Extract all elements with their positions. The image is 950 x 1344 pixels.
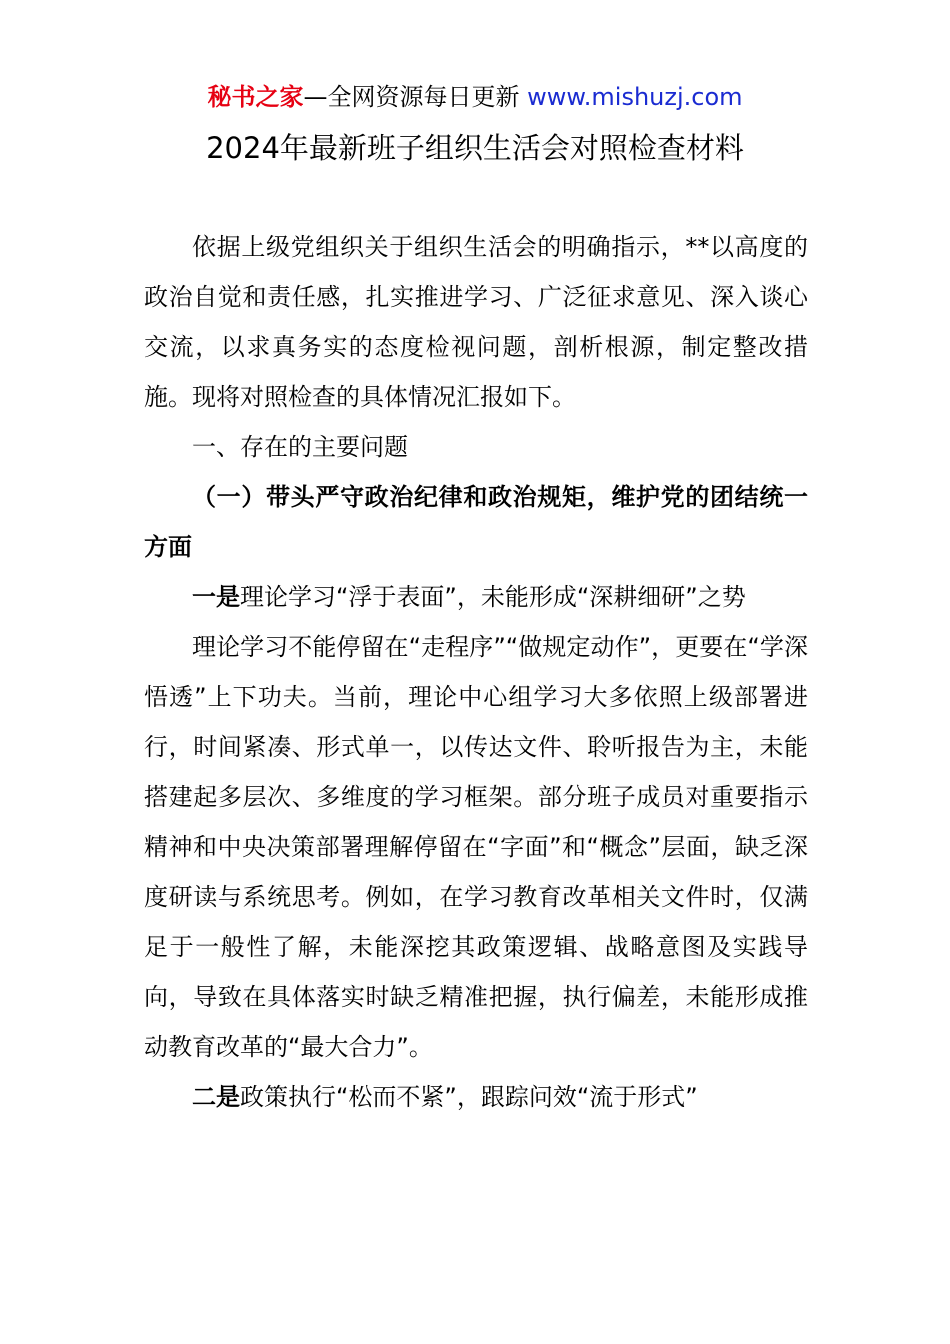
point-one-heading	[144, 572, 808, 622]
point-two-heading	[144, 1072, 808, 1122]
site-brand: 秘书之家	[207, 83, 304, 111]
section-heading: 一、存在的主要问题	[192, 433, 408, 461]
point-one-paragraph: 理论学习不能停留在“走程序”“做规定动作”，更要在“学深悟透”上下功夫。当前，理论中心组学习大多依照上级部署进行，时间紧凑、形式单一，以传达文件、聆听报告为主，未能搭建起多层次、多维度的学习框架。部分班子成员对重要指示精神和中央决策部署理解停留在“字面”和“概念”层面，缺乏深度研读与系统思考。例如，在学习教育改革相关文件时，仅满足于一般性了解，未能深挖其政策逻辑、战略意图及实践导向，导致在具体落实时缺乏精准把握，执行偏差，未能形成推动教育改革的“最大合力”。	[144, 633, 808, 1061]
point-two-lead: 二是	[192, 1083, 240, 1111]
subsection-heading: （一）带头严守政治纪律和政治规矩，维护党的团结统一方面	[144, 483, 808, 561]
point-one-title: 理论学习“浮于表面”，未能形成“深耕细研”之势	[240, 583, 746, 611]
intro-paragraph: 依据上级党组织关于组织生活会的明确指示，**以高度的政治自觉和责任感，扎实推进学习、广泛征求意见、深入谈心交流，以求真务实的态度检视问题，剖析根源，制定整改措施。现将对照检查的具体情况汇报如下。	[144, 233, 808, 411]
point-one-lead: 一是	[192, 583, 240, 611]
site-tagline: —全网资源每日更新	[303, 83, 528, 111]
point-two-title: 政策执行“松而不紧”，跟踪问效“流于形式”	[240, 1083, 698, 1111]
document-title: 2024年最新班子组织生活会对照检查材料	[206, 131, 744, 165]
site-header	[0, 80, 950, 114]
site-url-link[interactable]: www.mishuzj.com	[527, 83, 743, 111]
document-body	[144, 222, 808, 1122]
